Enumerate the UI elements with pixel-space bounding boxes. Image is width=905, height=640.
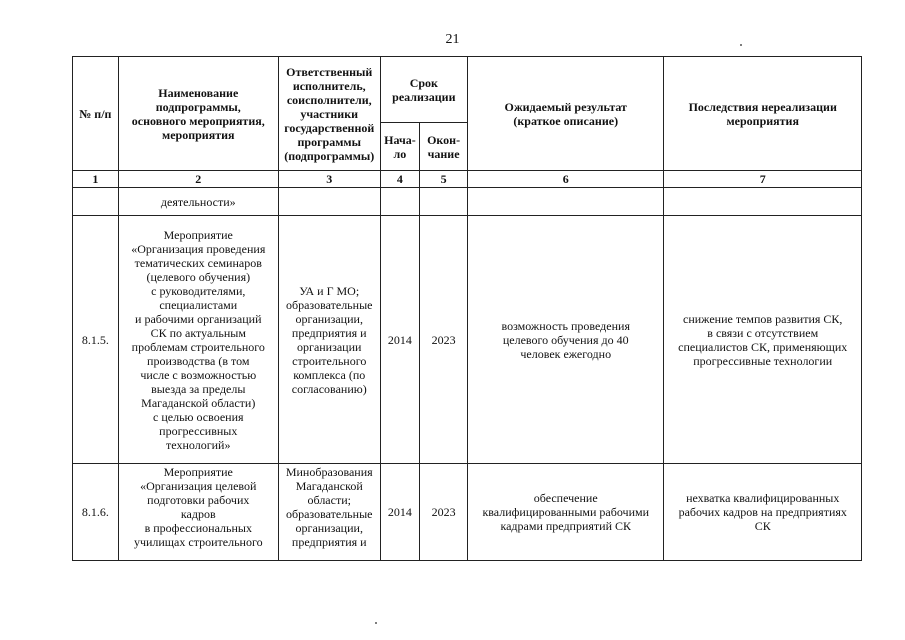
header-executor: Ответственный исполнитель, соисполнители, участники государственной программы (подпрограммы) [278,57,380,171]
cell-num [73,188,119,216]
scan-speck [740,44,742,46]
table-row [73,464,862,561]
scan-speck [375,622,377,624]
cell-end: 2023 [420,464,468,561]
table-row [73,188,862,216]
column-number: 5 [420,171,468,188]
cell-num: 8.1.5. [73,216,119,464]
page-number: 21 [445,32,460,47]
column-number: 2 [118,171,278,188]
cell-start: 2014 [380,464,420,561]
program-measures-table [72,56,862,561]
cell-consequences [664,188,862,216]
header-result: Ожидаемый результат (краткое описание) [468,57,664,171]
header-start: Нача- ло [380,123,420,171]
header-term: Срок реализации [380,57,467,123]
cell-end: 2023 [420,216,468,464]
header-consequences: Последствия нереализации мероприятия [664,57,862,171]
column-number: 3 [278,171,380,188]
cell-name: деятельности» [118,188,278,216]
column-number: 7 [664,171,862,188]
header-num: № п/п [73,57,119,171]
cell-name: Мероприятие «Организация проведения тематических семинаров (целевого обучения) с руководителями, специалистами и рабочими организаций СК по актуальным проблемам строительного производства (в том числе с возможностью выезда за пределы Магаданской области) с целью освоения прогрессивных технологий» [118,216,278,464]
header-end: Окон- чание [420,123,468,171]
cell-consequences: снижение темпов развития СК, в связи с отсутствием специалистов СК, применяющих прогрессивные технологии [664,216,862,464]
cell-name: Мероприятие «Организация целевой подготовки рабочих кадров в профессиональных училищах строительного [118,464,278,561]
table-row [73,216,862,464]
column-numbers-row [73,171,862,188]
cell-start: 2014 [380,216,420,464]
cell-end [420,188,468,216]
cell-executor [278,188,380,216]
header-name: Наименование подпрограммы, основного мероприятия, мероприятия [118,57,278,171]
cell-result: возможность проведения целевого обучения до 40 человек ежегодно [468,216,664,464]
cell-executor: УА и Г МО; образовательные организации, предприятия и организации строительного комплекса (по согласованию) [278,216,380,464]
column-number: 6 [468,171,664,188]
cell-result: обеспечение квалифицированными рабочими кадрами предприятий СК [468,464,664,561]
header-row [73,57,862,123]
cell-start [380,188,420,216]
cell-consequences: нехватка квалифицированных рабочих кадров на предприятиях СК [664,464,862,561]
cell-num: 8.1.6. [73,464,119,561]
column-number: 1 [73,171,119,188]
cell-result [468,188,664,216]
cell-executor: Минобразования Магаданской области; образовательные организации, предприятия и [278,464,380,561]
column-number: 4 [380,171,420,188]
